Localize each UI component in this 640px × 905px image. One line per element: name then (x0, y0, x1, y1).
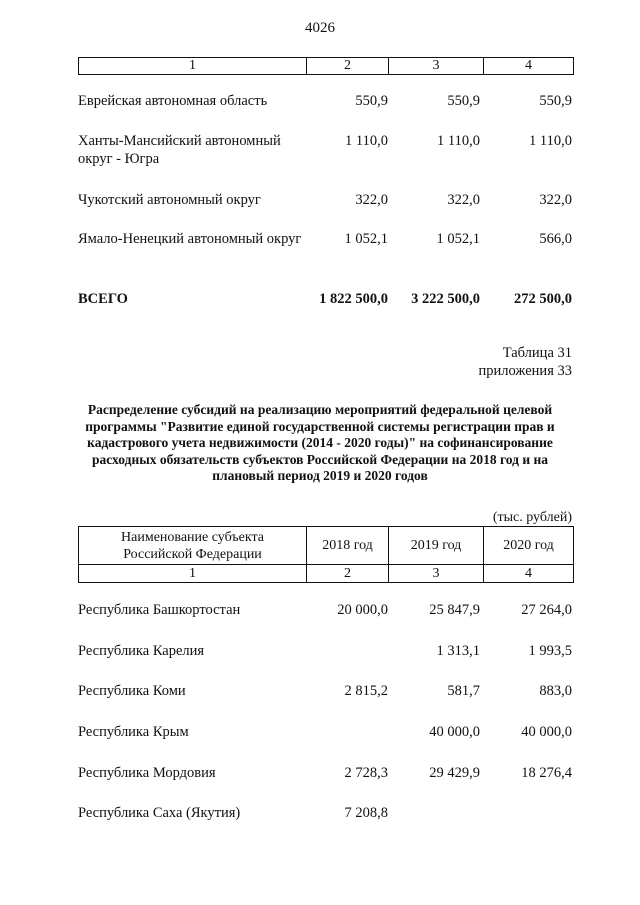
column-number: 3 (389, 58, 484, 75)
value-2019: 1 313,1 (436, 643, 480, 659)
value-2020: 550,9 (539, 93, 572, 109)
header-region: Наименование субъекта Российской Федерации (79, 527, 307, 565)
total-2020: 272 500,0 (514, 291, 572, 307)
column-number: 3 (389, 565, 484, 583)
table-row (78, 132, 572, 170)
table-row (78, 230, 572, 268)
value-2018: 322,0 (355, 192, 388, 208)
header-2020: 2020 год (484, 527, 574, 565)
table-row (78, 804, 572, 824)
header-2018: 2018 год (307, 527, 389, 565)
region-name: Ханты-Мансийский автономный округ - Югра (78, 133, 281, 167)
table-title: Распределение субсидий на реализацию мероприятий федеральной целевой программы "Развитие единой государственной системы регистрации прав и кадастрового учета недвижимости (2014 - 2020 годы)" на софинансирование расходных обязательств субъектов Российской Федерации на 2018 год и на плановый период 2019 и 2020 годов (85, 402, 555, 483)
region-name: Республика Карелия (78, 643, 205, 659)
column-number: 4 (484, 565, 574, 583)
table-row (78, 601, 572, 621)
column-number: 2 (307, 565, 389, 583)
page-number: 4026 (305, 20, 335, 36)
table-row (78, 682, 572, 702)
value-2019: 1 052,1 (436, 231, 480, 247)
value-2020: 27 264,0 (521, 602, 572, 618)
table-number: Таблица 31 (502, 345, 572, 361)
region-name: Ямало-Ненецкий автономный округ (78, 231, 302, 247)
value-2020: 40 000,0 (521, 724, 572, 740)
region-name: Республика Коми (78, 683, 186, 699)
column-number: 4 (484, 58, 574, 75)
column-number: 1 (79, 58, 307, 75)
value-2020: 566,0 (539, 231, 572, 247)
value-2020: 18 276,4 (521, 765, 572, 781)
value-2019: 581,7 (447, 683, 480, 699)
appendix-number: приложения 33 (478, 363, 572, 379)
total-2018: 1 822 500,0 (319, 291, 388, 307)
value-2019: 322,0 (447, 192, 480, 208)
column-number-row-top (78, 57, 574, 75)
region-name: Республика Башкортостан (78, 602, 241, 618)
value-2018: 7 208,8 (344, 805, 388, 821)
table-header (78, 526, 574, 583)
total-row (78, 290, 572, 310)
value-2019: 1 110,0 (437, 133, 480, 149)
table-row (78, 92, 572, 112)
value-2018: 2 728,3 (344, 765, 388, 781)
value-2018: 1 052,1 (344, 231, 388, 247)
value-2019: 29 429,9 (429, 765, 480, 781)
region-name: Еврейская автономная область (78, 93, 268, 109)
table-row (78, 642, 572, 662)
region-name: Республика Саха (Якутия) (78, 805, 241, 821)
table-row (78, 723, 572, 743)
units-label: (тыс. рублей) (492, 510, 572, 525)
value-2019: 40 000,0 (429, 724, 480, 740)
region-name: Республика Крым (78, 724, 189, 740)
value-2020: 322,0 (539, 192, 572, 208)
value-2020: 1 110,0 (529, 133, 572, 149)
header-2019: 2019 год (389, 527, 484, 565)
value-2018: 1 110,0 (345, 133, 388, 149)
value-2018: 2 815,2 (344, 683, 388, 699)
column-number: 2 (307, 58, 389, 75)
region-name: Республика Мордовия (78, 765, 216, 781)
column-number: 1 (79, 565, 307, 583)
table-reference (479, 344, 572, 380)
region-name: Чукотский автономный округ (78, 192, 261, 208)
value-2020: 1 993,5 (528, 643, 572, 659)
table-row (78, 191, 572, 211)
value-2019: 25 847,9 (429, 602, 480, 618)
value-2019: 550,9 (447, 93, 480, 109)
value-2018: 550,9 (355, 93, 388, 109)
total-label: ВСЕГО (78, 291, 128, 307)
value-2018: 20 000,0 (337, 602, 388, 618)
table-row (78, 764, 572, 784)
value-2020: 883,0 (539, 683, 572, 699)
total-2019: 3 222 500,0 (411, 291, 480, 307)
